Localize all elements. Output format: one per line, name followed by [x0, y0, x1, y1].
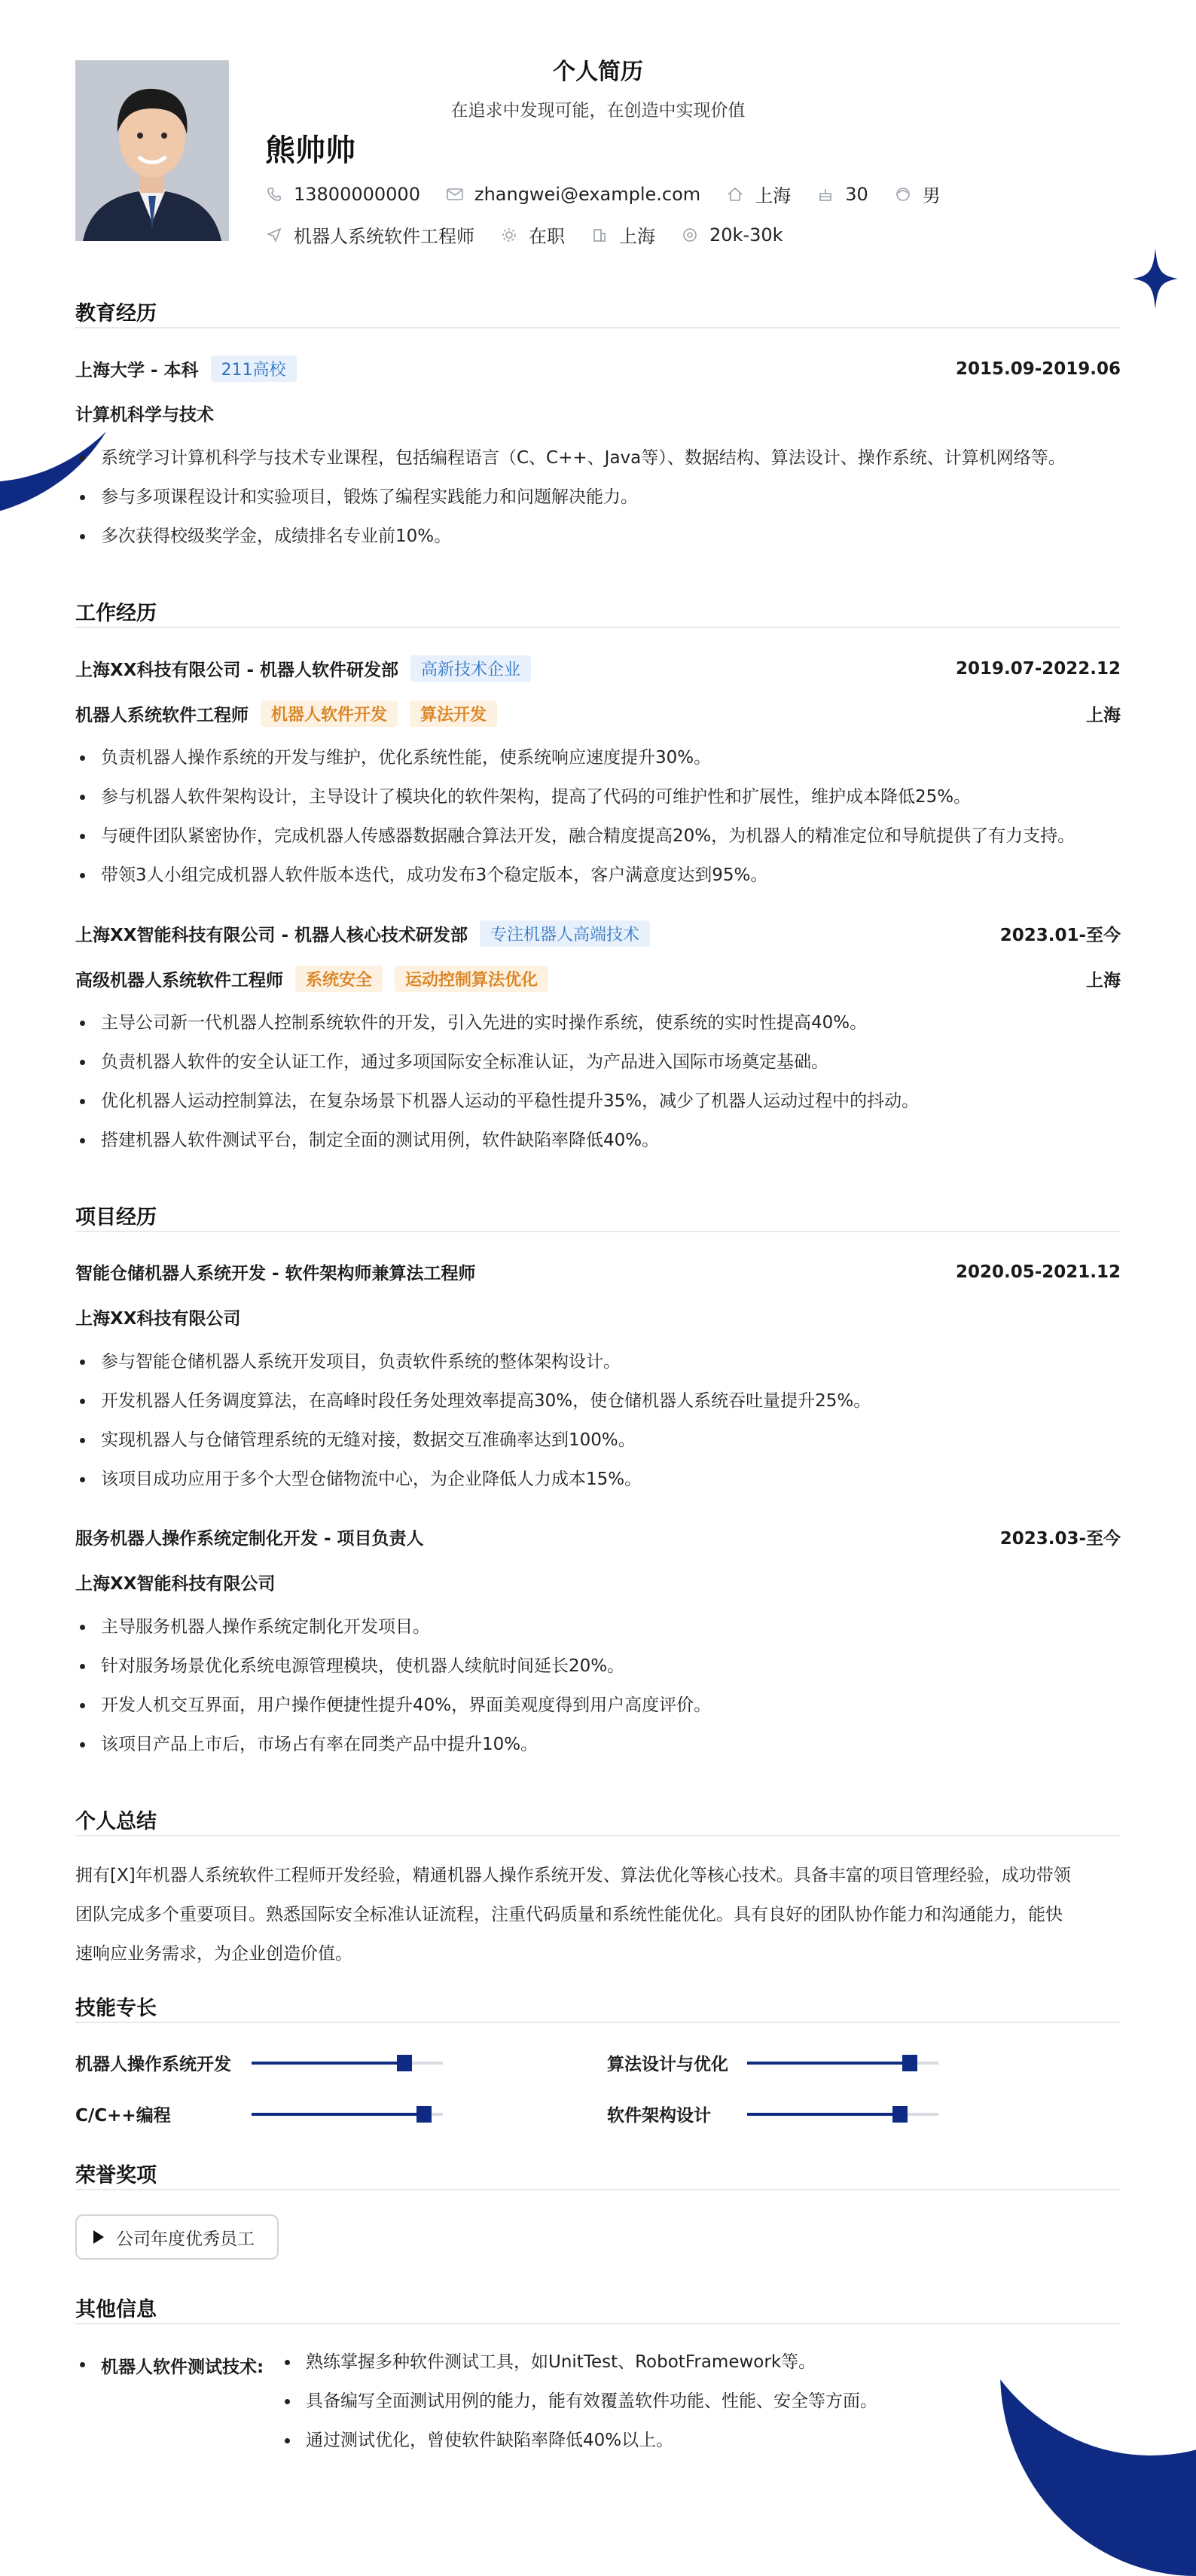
section-divider — [75, 1835, 1121, 1836]
other-label: 机器人软件测试技术: — [75, 2353, 264, 2378]
resume-subtitle: 在追求中发现可能，在创造中实现价值 — [450, 101, 746, 121]
send-icon — [265, 226, 283, 244]
work-city-text: 上海 — [619, 226, 655, 247]
list-item: 开发人机交互界面，用户操作便捷性提升40%，界面美观度得到用户高度评价。 — [75, 1686, 1121, 1725]
job-intent-row — [265, 221, 809, 248]
awards-heading: 荣誉奖项 — [75, 2164, 157, 2187]
major-name: 计算机科学与技术 — [75, 405, 214, 425]
phone-number: 13800000000 — [294, 183, 420, 205]
job-title-text: 机器人系统软件工程师 — [294, 226, 474, 247]
project-2-bullets — [75, 1607, 1121, 1764]
summary-line: 速响应业务需求，为企业创造价值。 — [75, 1944, 352, 1964]
skill-knob — [397, 2055, 412, 2071]
summary-line: 团队完成多个重要项目。熟悉国际安全标准认证流程，注重代码质量和系统性能优化。具有良好的团队协作能力和沟通能力，能快 — [75, 1905, 1063, 1924]
section-divider — [75, 327, 1121, 328]
project-1-name: 智能仓储机器人系统开发 - 软件架构师兼算法工程师 — [75, 1264, 476, 1283]
project-2-header-row — [75, 1525, 1121, 1549]
phone-item — [265, 184, 420, 205]
major-row — [75, 401, 1121, 426]
age-text: 30 — [845, 183, 868, 205]
list-item: 实现机器人与仓储管理系统的无缝对接，数据交互准确率达到100%。 — [75, 1421, 1121, 1460]
list-item: 该项目产品上市后，市场占有率在同类产品中提升10%。 — [75, 1725, 1121, 1764]
list-item: 系统学习计算机科学与技术专业课程，包括编程语言（C、C++、Java等）、数据结构、算法设计、操作系统、计算机网络等。 — [75, 438, 1121, 478]
email-address: zhangwei@example.com — [474, 183, 701, 205]
job-2-location: 上海 — [1086, 971, 1121, 990]
job-2-role-tag: 系统安全 — [295, 966, 383, 992]
skill-knob — [416, 2106, 432, 2123]
project-1-company: 上海XX科技有限公司 — [75, 1309, 241, 1329]
project-1-header-row — [75, 1259, 1121, 1284]
other-bullets — [277, 2343, 1106, 2460]
projects-heading: 项目经历 — [75, 1206, 157, 1229]
profile-photo — [75, 60, 229, 241]
list-item: 具备编写全面测试用例的能力，能有效覆盖软件功能、性能、安全等方面。 — [277, 2382, 1106, 2421]
age-item — [816, 184, 868, 205]
list-item: 参与多项课程设计和实验项目，锻炼了编程实践能力和问题解决能力。 — [75, 478, 1121, 517]
job-1-date: 2019.07-2022.12 — [955, 658, 1121, 679]
skill-bar — [252, 2113, 443, 2116]
education-bullets — [75, 438, 1121, 556]
skill-bar — [747, 2062, 938, 2065]
city-item — [726, 181, 791, 207]
job-2-date: 2023.01-至今 — [999, 926, 1121, 945]
job-2-bullets — [75, 1003, 1121, 1160]
skill-knob — [902, 2055, 917, 2071]
skill-name: 软件架构设计 — [607, 2106, 711, 2126]
gender-item — [894, 181, 941, 207]
list-item: 负责机器人软件的安全认证工作，通过多项国际安全标准认证，为产品进入国际市场奠定基础。 — [75, 1042, 1121, 1082]
list-item: 与硬件团队紧密协作，完成机器人传感器数据融合算法开发，融合精度提高20%，为机器人的精准定位和导航提供了有力支持。 — [75, 816, 1121, 856]
job-1-role: 机器人系统软件工程师 — [75, 706, 249, 725]
list-item: 带领3人小组完成机器人软件版本迭代，成功发布3个稳定版本，客户满意度达到95%。 — [75, 856, 1121, 895]
city-text: 上海 — [755, 185, 792, 206]
skill-knob — [892, 2106, 908, 2123]
list-item: 负责机器人操作系统的开发与维护，优化系统性能，使系统响应速度提升30%。 — [75, 738, 1121, 777]
job-2-role-row — [75, 966, 1121, 992]
phone-icon — [265, 185, 283, 203]
work-heading: 工作经历 — [75, 602, 157, 625]
status-text: 在职 — [529, 226, 565, 247]
summary-line: 拥有[X]年机器人系统软件工程师开发经验，精通机器人操作系统开发、算法优化等核心技术。具备丰富的项目管理经验，成功带领 — [75, 1866, 1071, 1885]
list-item: 开发机器人任务调度算法，在高峰时段任务处理效率提高30%，使仓储机器人系统吞吐量提升25%。 — [75, 1381, 1121, 1421]
job-1-role-tag: 机器人软件开发 — [261, 700, 398, 727]
home-icon — [726, 185, 744, 203]
job-2-company-tag: 专注机器人高端技术 — [480, 920, 650, 947]
project-2-company: 上海XX智能科技有限公司 — [75, 1574, 276, 1594]
project-2-name: 服务机器人操作系统定制化开发 - 项目负责人 — [75, 1529, 424, 1549]
skill-item — [607, 2101, 938, 2126]
play-triangle-icon — [93, 2230, 104, 2244]
work-city-item — [590, 221, 655, 248]
section-divider — [75, 2189, 1121, 2190]
list-item: 参与机器人软件架构设计，主导设计了模块化的软件架构，提高了代码的可维护性和扩展性，维护成本降低25%。 — [75, 777, 1121, 816]
summary-paragraph — [75, 1856, 1121, 1973]
education-date: 2015.09-2019.06 — [955, 359, 1121, 379]
job-1-header-row — [75, 655, 1121, 682]
list-item: 熟练掌握多种软件测试工具，如UnitTest、RobotFramework等。 — [277, 2343, 1106, 2382]
job-1-role-row — [75, 700, 1121, 727]
mail-icon — [446, 185, 464, 203]
skill-name: C/C++编程 — [75, 2106, 171, 2126]
list-item: 搭建机器人软件测试平台，制定全面的测试用例，软件缺陷率降低40%。 — [75, 1121, 1121, 1160]
other-heading: 其他信息 — [75, 2298, 157, 2321]
skill-item — [75, 2050, 443, 2075]
section-divider — [75, 2022, 1121, 2023]
salary-item — [681, 224, 783, 246]
skill-name: 机器人操作系统开发 — [75, 2055, 231, 2074]
award-label: 公司年度优秀员工 — [116, 2229, 255, 2249]
resume-title: 个人简历 — [553, 59, 643, 85]
list-item: 通过测试优化，曾使软件缺陷率降低40%以上。 — [277, 2421, 1106, 2460]
job-2-role-tag: 运动控制算法优化 — [395, 966, 548, 992]
job-1-role-tag: 算法开发 — [410, 700, 497, 727]
contact-row — [265, 181, 966, 207]
sparkle-star-icon — [1133, 249, 1178, 309]
list-item: 该项目成功应用于多个大型仓储物流中心，为企业降低人力成本15%。 — [75, 1460, 1121, 1499]
gear-icon — [500, 226, 518, 244]
status-item — [500, 221, 565, 248]
section-divider — [75, 1231, 1121, 1232]
list-item: 优化机器人运动控制算法，在复杂场景下机器人运动的平稳性提升35%，减少了机器人运动过程中的抖动。 — [75, 1082, 1121, 1121]
salary-text: 20k-30k — [709, 224, 783, 246]
skills-heading: 技能专长 — [75, 1997, 157, 2020]
job-2-company: 上海XX智能科技有限公司 - 机器人核心技术研发部 — [75, 926, 468, 945]
skill-bar — [252, 2062, 443, 2065]
award-badge — [75, 2214, 279, 2260]
avatar-portrait — [75, 60, 229, 241]
school-tag: 211高校 — [211, 356, 297, 382]
job-1-bullets — [75, 738, 1121, 895]
project-2-company-row — [75, 1570, 1121, 1595]
education-heading: 教育经历 — [75, 302, 157, 325]
job-2-header-row — [75, 920, 1121, 947]
job-1-company: 上海XX科技有限公司 - 机器人软件研发部 — [75, 661, 399, 680]
project-1-date: 2020.05-2021.12 — [955, 1262, 1121, 1282]
money-icon — [681, 226, 699, 244]
education-header-row — [75, 356, 1121, 382]
candidate-name: 熊帅帅 — [265, 133, 355, 168]
job-2-role: 高级机器人系统软件工程师 — [75, 971, 283, 990]
section-divider — [75, 627, 1121, 628]
gender-text: 男 — [922, 185, 941, 206]
skill-item — [75, 2101, 443, 2126]
skill-item — [607, 2050, 938, 2075]
project-1-company-row — [75, 1305, 1121, 1329]
job-title-item — [265, 221, 474, 248]
email-item — [446, 184, 700, 205]
school-name: 上海大学 - 本科 — [75, 361, 199, 380]
cake-icon — [816, 185, 834, 203]
job-1-company-tag: 高新技术企业 — [410, 655, 531, 682]
building-icon — [590, 226, 609, 244]
job-1-location: 上海 — [1086, 706, 1121, 725]
list-item: 参与智能仓储机器人系统开发项目，负责软件系统的整体架构设计。 — [75, 1342, 1121, 1381]
project-2-date: 2023.03-至今 — [999, 1529, 1121, 1549]
project-1-bullets — [75, 1342, 1121, 1499]
list-item: 主导公司新一代机器人控制系统软件的开发，引入先进的实时操作系统，使系统的实时性提高40%。 — [75, 1003, 1121, 1042]
skill-name: 算法设计与优化 — [607, 2055, 728, 2074]
section-divider — [75, 2323, 1121, 2324]
list-item: 主导服务机器人操作系统定制化开发项目。 — [75, 1607, 1121, 1647]
list-item: 针对服务场景优化系统电源管理模块，使机器人续航时间延长20%。 — [75, 1647, 1121, 1686]
skill-bar — [747, 2113, 938, 2116]
summary-heading: 个人总结 — [75, 1810, 157, 1833]
user-icon — [894, 185, 912, 203]
list-item: 多次获得校级奖学金，成绩排名专业前10%。 — [75, 517, 1121, 556]
